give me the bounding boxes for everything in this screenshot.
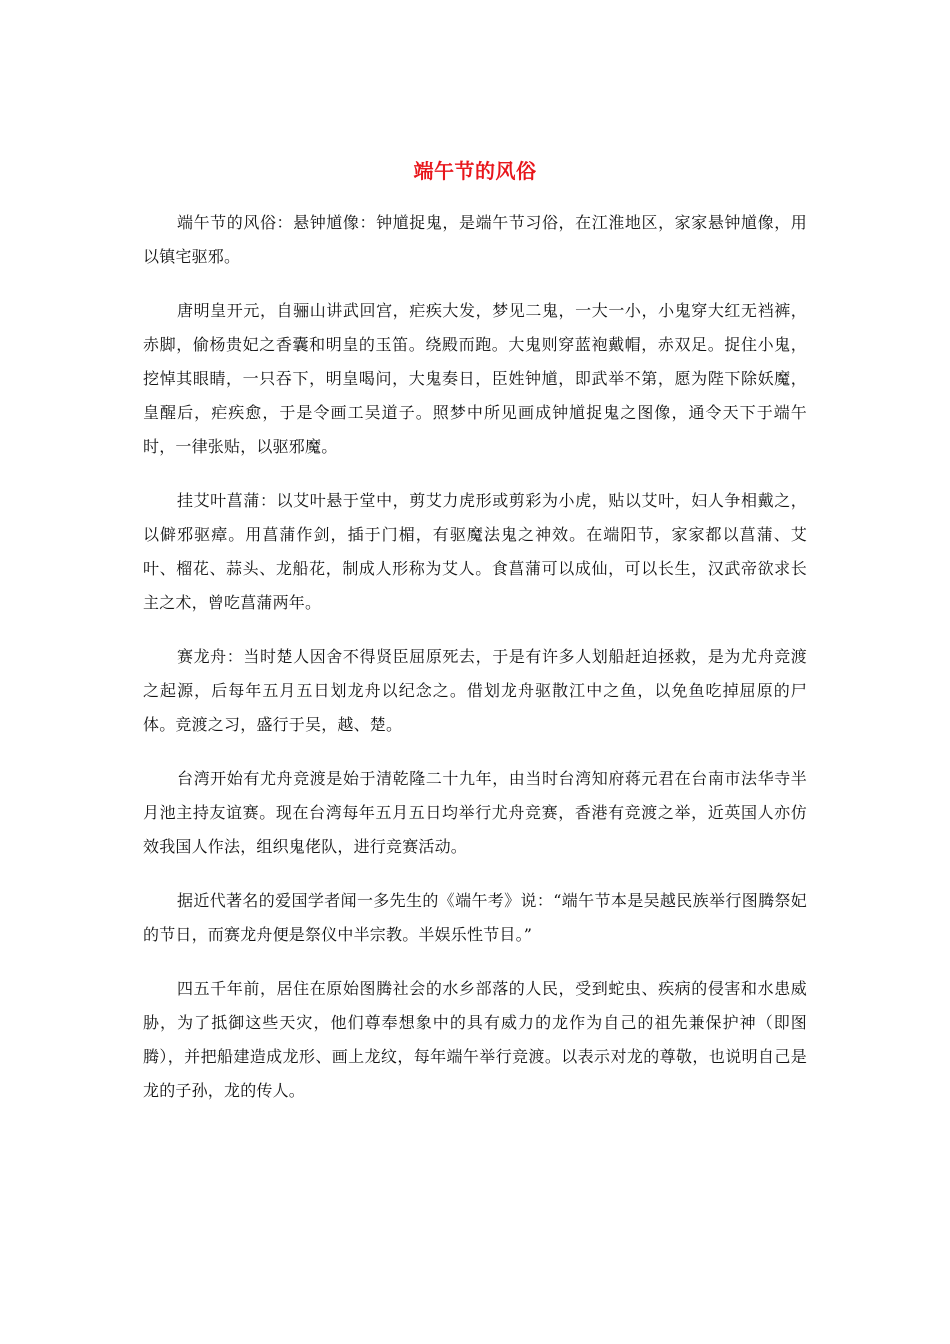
paragraph-wen-yiduo-quote: 据近代著名的爱国学者闻一多先生的《端午考》说：“端午节本是吴越民族举行图腾祭妃的节日，而赛龙舟便是祭仪中半宗教。半娱乐性节目。”	[143, 891, 807, 944]
paragraph-taiwan-dragon-boat: 台湾开始有尤舟竞渡是始于清乾隆二十九年，由当时台湾知府蒋元君在台南市法华寺半月池主持友谊赛。现在台湾每年五月五日均举行尤舟竞赛，香港有竞渡之举，近英国人亦仿效我国人作法，组织鬼佬队，进行竞赛活动。	[143, 769, 807, 856]
page-title: 端午节的风俗	[413, 159, 537, 184]
paragraph-dragon-boat-race: 赛龙舟：当时楚人因舍不得贤臣屈原死去，于是有许多人划船赶迫拯救，是为尤舟竞渡之起源，后每年五月五日划龙舟以纪念之。借划龙舟驱散江中之鱼，以免鱼吃掉屈原的尸体。竞渡之习，盛行于吴，越、楚。	[143, 647, 807, 734]
article-body	[143, 206, 807, 1128]
paragraph-dragon-totem: 四五千年前，居住在原始图腾社会的水乡部落的人民，受到蛇虫、疾病的侵害和水患威胁，为了抵御这些天灾，他们尊奉想象中的具有威力的龙作为自己的祖先兼保护神（即图腾），并把船建造成龙形、画上龙纹，每年端午举行竞渡。以表示对龙的尊敬，也说明自己是龙的子孙，龙的传人。	[143, 979, 807, 1100]
paragraph-mugwort-calamus: 挂艾叶菖蒲：以艾叶悬于堂中，剪艾力虎形或剪彩为小虎，贴以艾叶，妇人争相戴之，以僻邪驱瘴。用菖蒲作剑，插于门楣，有驱魔法鬼之神效。在端阳节，家家都以菖蒲、艾叶、榴花、蒜头、龙船花，制成人形称为艾人。食菖蒲可以成仙，可以长生，汉武帝欲求长主之术，曾吃菖蒲两年。	[143, 491, 807, 612]
paragraph-zhongkui-custom: 端午节的风俗：悬钟馗像：钟馗捉鬼，是端午节习俗，在江淮地区，家家悬钟馗像，用以镇宅驱邪。	[143, 213, 807, 266]
paragraph-zhongkui-legend: 唐明皇开元，自骊山讲武回宫，疟疾大发，梦见二鬼，一大一小，小鬼穿大红无裆裤，赤脚，偷杨贵妃之香囊和明皇的玉笛。绕殿而跑。大鬼则穿蓝袍戴帽，赤双足。捉住小鬼，挖悼其眼睛，一只吞下，明皇喝问，大鬼奏日，臣姓钟馗，即武举不第，愿为陛下除妖魔，皇醒后，疟疾愈，于是令画工吴道子。照梦中所见画成钟馗捉鬼之图像，通令天下于端午时，一律张贴，以驱邪魔。	[143, 301, 807, 456]
